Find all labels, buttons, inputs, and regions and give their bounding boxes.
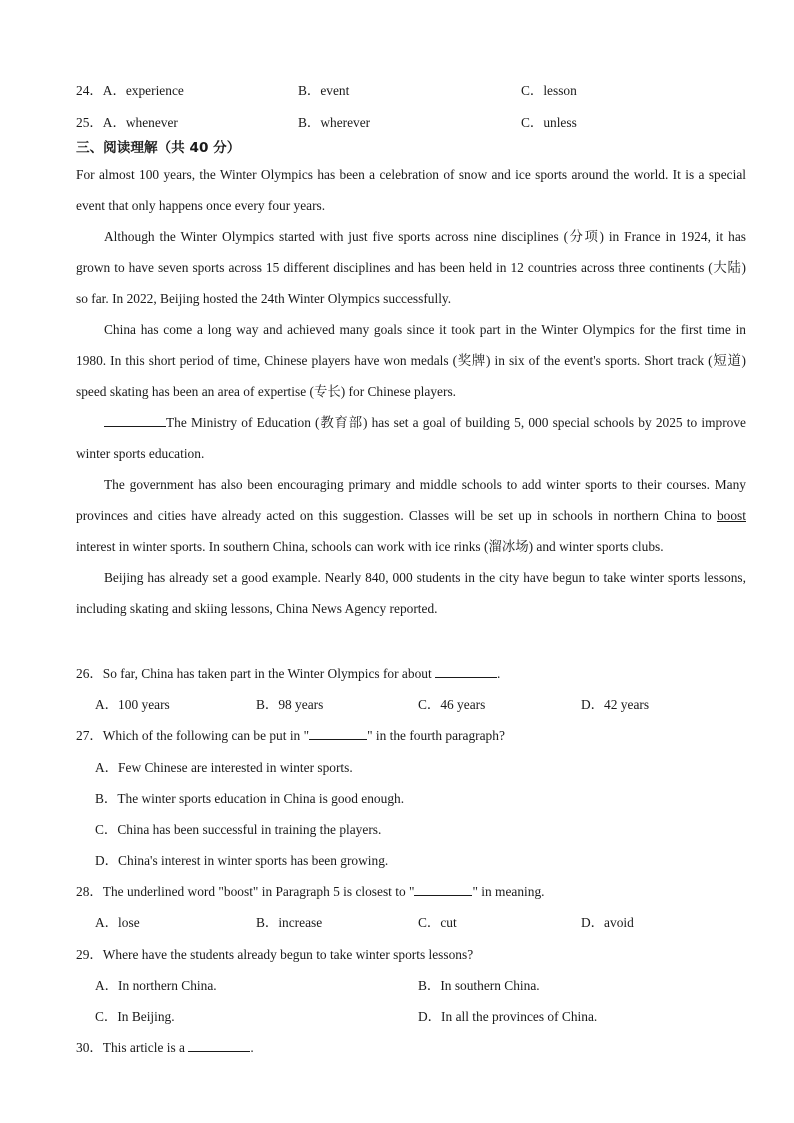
option-a[interactable]: A．lose (95, 915, 140, 930)
option-c[interactable]: C．In Beijing. (95, 1009, 175, 1024)
paragraph-3: China has come a long way and achieved many goals since it took part in the Winter Olympics for the first time in 1980. In this short period of time, Chinese players have won medals (奖牌) in six of the event's sports. Short track (短道) speed skating has been an area of expertise (专长) for Chinese players. (76, 322, 746, 399)
option-b[interactable]: B．increase (256, 915, 323, 930)
paragraph-5: The government has also been encouraging primary and middle schools to add winter sports to their courses. Many provinces and cities have already acted on this suggestion. Classes will be set up in schools in northern China to boost interest in winter sports. In southern China, schools can work with ice rinks (溜冰场) and winter sports clubs. (76, 477, 746, 554)
option-a[interactable]: A．whenever (102, 115, 178, 130)
option-a[interactable]: A．Few Chinese are interested in winter sports. (95, 760, 353, 775)
option-a[interactable]: A．experience (102, 83, 184, 98)
option-c[interactable]: C．46 years (418, 697, 486, 712)
answer-blank[interactable] (435, 665, 497, 678)
option-d[interactable]: D．In all the provinces of China. (418, 1009, 598, 1024)
question-26-options (95, 696, 775, 714)
question-25-options (76, 114, 756, 132)
option-c[interactable]: C．unless (521, 115, 577, 130)
question-30-stem: 30．This article is a . (76, 1040, 254, 1055)
question-26-stem: 26．So far, China has taken part in the Winter Olympics for about . (76, 666, 501, 681)
section-title: 三、阅读理解（共 40 分） (76, 140, 241, 156)
question-27-stem: 27．Which of the following can be put in " " in the fourth paragraph? (76, 728, 505, 743)
paragraph-2: Although the Winter Olympics started with just five sports across nine disciplines (分项) in France in 1924, it has grown to have seven sports across 15 different disciplines and has been held in 12 countries across three continents (大陆) so far. In 2022, Beijing hosted the 24th Winter Olympics successfully. (76, 229, 746, 306)
question-number: 24． (76, 83, 103, 98)
option-d[interactable]: D．China's interest in winter sports has been growing. (95, 853, 389, 868)
paragraph-4: The Ministry of Education (教育部) has set a goal of building 5, 000 special schools by 2025 to improve winter sports education. (76, 415, 746, 461)
option-d[interactable]: D．avoid (581, 915, 634, 930)
question-number: 25． (76, 115, 103, 130)
option-a[interactable]: A．100 years (95, 697, 170, 712)
answer-blank[interactable] (309, 727, 367, 740)
option-b[interactable]: B．wherever (298, 115, 371, 130)
answer-blank[interactable] (104, 414, 166, 427)
option-c[interactable]: C．China has been successful in training the players. (95, 822, 382, 837)
option-a[interactable]: A．In northern China. (95, 978, 217, 993)
question-29-stem: 29．Where have the students already begun to take winter sports lessons? (76, 947, 474, 962)
question-28-options (95, 914, 775, 932)
question-28-stem: 28．The underlined word "boost" in Paragraph 5 is closest to " " in meaning. (76, 884, 545, 899)
option-d[interactable]: D．42 years (581, 697, 650, 712)
answer-blank[interactable] (188, 1039, 250, 1052)
answer-blank[interactable] (414, 883, 472, 896)
option-b[interactable]: B．98 years (256, 697, 324, 712)
option-b[interactable]: B．In southern China. (418, 978, 540, 993)
reading-passage (76, 159, 746, 624)
option-c[interactable]: C．lesson (521, 83, 577, 98)
question-24-options (76, 82, 756, 100)
question-29-options-row1 (95, 977, 775, 995)
paragraph-1: For almost 100 years, the Winter Olympics has been a celebration of snow and ice sports around the world. It is a special event that only happens once every four years. (76, 167, 746, 213)
option-c[interactable]: C．cut (418, 915, 457, 930)
question-29-options-row2 (95, 1008, 775, 1026)
underlined-word: boost (716, 508, 746, 523)
paragraph-6: Beijing has already set a good example. Nearly 840, 000 students in the city have begun to take winter sports lessons, including skating and skiing lessons, China News Agency reported. (76, 570, 746, 616)
option-b[interactable]: B．event (298, 83, 350, 98)
option-b[interactable]: B．The winter sports education in China is good enough. (95, 791, 405, 806)
